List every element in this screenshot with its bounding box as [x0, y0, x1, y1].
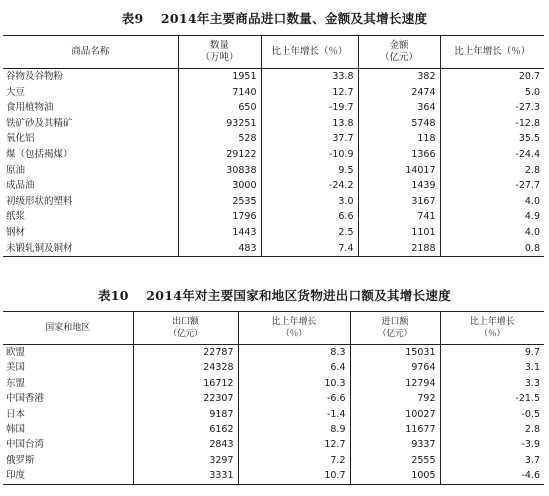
cell-imp: 792: [350, 391, 440, 406]
cell-imp-growth: 3.1: [440, 360, 544, 375]
table9-header-qty: [178, 36, 261, 69]
cell-name: 韩国: [6, 424, 26, 436]
cell-amt: 2188: [358, 241, 440, 257]
cell-exp: 6162: [133, 422, 238, 437]
table10-header-exp: [133, 312, 238, 345]
table10-header-exp-growth-unit: （％）: [281, 329, 307, 339]
cell-exp: 22307: [133, 391, 238, 406]
table-row: [3, 85, 544, 101]
cell-qty: 3000: [178, 178, 261, 194]
table-row: [3, 345, 544, 361]
cell-amt: 3167: [358, 194, 440, 210]
cell-name: 大豆: [6, 86, 26, 98]
cell-amt: 382: [358, 69, 440, 85]
table-row: [3, 376, 544, 391]
cell-imp: 12794: [350, 376, 440, 391]
table9-header-qty-label: 数量: [209, 40, 229, 51]
cell-qty: 93251: [178, 116, 261, 132]
cell-imp-growth: -4.6: [440, 468, 544, 484]
table10-header-exp-growth: [238, 312, 350, 345]
cell-qty-growth: 33.8: [261, 69, 358, 85]
cell-amt: 2474: [358, 85, 440, 101]
cell-name: 中国台湾: [6, 439, 45, 451]
cell-exp-growth: 6.4: [238, 360, 350, 375]
cell-qty-growth: 13.8: [261, 116, 358, 132]
cell-name: 初级形状的塑料: [6, 195, 73, 207]
cell-name: 欧盟: [6, 347, 26, 358]
cell-qty-growth: -24.2: [261, 178, 358, 194]
table-row: [3, 225, 544, 241]
table-row: [3, 100, 544, 116]
table-row: [3, 147, 544, 163]
cell-name: 原油: [6, 164, 26, 176]
table10-header-imp-unit: （亿元）: [377, 329, 412, 339]
table-row: [3, 360, 544, 375]
cell-qty-growth: 9.5: [261, 163, 358, 179]
cell-imp-growth: 3.3: [440, 376, 544, 391]
cell-amt-growth: 4.9: [440, 209, 544, 225]
cell-amt-growth: 4.0: [440, 225, 544, 241]
cell-qty: 1443: [178, 225, 261, 241]
cell-amt: 118: [358, 131, 440, 147]
cell-amt-growth: 20.7: [440, 69, 544, 85]
cell-imp: 1005: [350, 468, 440, 484]
cell-imp: 2555: [350, 453, 440, 468]
cell-name: 煤（包括褐煤）: [6, 148, 73, 160]
cell-name: 日本: [6, 408, 26, 420]
table10-header-imp: [350, 312, 440, 345]
cell-amt: 1366: [358, 147, 440, 163]
table9-header-qty-growth: 比上年增长（％）: [261, 36, 358, 69]
table9-header-amt-label: 金额: [389, 40, 409, 51]
cell-qty: 30838: [178, 163, 261, 179]
table9-header-qty-unit: （万吨）: [200, 52, 239, 63]
cell-qty-growth: 2.5: [261, 225, 358, 241]
cell-exp: 2843: [133, 437, 238, 452]
cell-qty-growth: -19.7: [261, 100, 358, 116]
table10-header-imp-growth: [440, 312, 544, 345]
cell-exp: 3331: [133, 468, 238, 484]
cell-qty: 2535: [178, 194, 261, 210]
table-row: [3, 453, 544, 468]
cell-imp-growth: -0.5: [440, 407, 544, 422]
cell-name: 谷物及谷物粉: [6, 71, 64, 82]
cell-qty: 483: [178, 241, 261, 257]
table10-header-exp-unit: （亿元）: [168, 329, 203, 339]
cell-qty-growth: 37.7: [261, 131, 358, 147]
table-row: [3, 391, 544, 406]
cell-qty-growth: 12.7: [261, 85, 358, 101]
cell-imp-growth: 2.8: [440, 422, 544, 437]
cell-exp: 9187: [133, 407, 238, 422]
table9-header-amt-growth: 比上年增长（％）: [440, 36, 544, 69]
cell-exp-growth: 10.3: [238, 376, 350, 391]
cell-exp-growth: 8.9: [238, 422, 350, 437]
table-row: [3, 116, 544, 132]
cell-amt: 364: [358, 100, 440, 116]
cell-amt-growth: 4.0: [440, 194, 544, 210]
table-row: [3, 209, 544, 225]
cell-name: 成品油: [6, 180, 35, 192]
table10-header-exp-growth-label: 比上年增长: [271, 317, 317, 327]
cell-amt: 741: [358, 209, 440, 225]
table9-header-row: [3, 36, 544, 69]
cell-qty-growth: -10.9: [261, 147, 358, 163]
cell-exp-growth: -1.4: [238, 407, 350, 422]
cell-amt-growth: -24.4: [440, 147, 544, 163]
cell-amt-growth: -27.7: [440, 178, 544, 194]
cell-amt-growth: -27.3: [440, 100, 544, 116]
cell-name: 钢材: [6, 226, 26, 238]
cell-name: 铁矿砂及其精矿: [6, 117, 73, 129]
table-row: [3, 131, 544, 147]
cell-amt: 5748: [358, 116, 440, 132]
table9-header-name: 商品名称: [3, 36, 178, 69]
cell-exp: 16712: [133, 376, 238, 391]
table9-caption: 表9 2014年主要商品进口数量、金额及其增长速度: [121, 11, 428, 26]
cell-name: 氧化铝: [6, 133, 35, 145]
cell-exp: 22787: [133, 345, 238, 361]
cell-qty-growth: 3.0: [261, 194, 358, 210]
cell-qty: 650: [178, 100, 261, 116]
cell-amt-growth: 0.8: [440, 241, 544, 257]
cell-imp: 10027: [350, 407, 440, 422]
cell-qty: 528: [178, 131, 261, 147]
table10-header-imp-growth-label: 比上年增长: [469, 317, 515, 327]
cell-imp: 9764: [350, 360, 440, 375]
cell-amt-growth: 5.0: [440, 85, 544, 101]
cell-amt-growth: 2.8: [440, 163, 544, 179]
table10-caption: 表10 2014年对主要国家和地区货物进出口额及其增长速度: [97, 288, 452, 303]
table10-header-exp-label: 出口额: [171, 317, 199, 327]
cell-qty-growth: 7.4: [261, 241, 358, 257]
cell-qty: 1951: [178, 69, 261, 85]
table-row: [3, 194, 544, 210]
cell-name: 纸浆: [6, 211, 26, 223]
cell-name: 印度: [3, 468, 133, 484]
cell-name: 未锻轧铜及铜材: [3, 241, 178, 257]
cell-name: 东盟: [6, 377, 26, 389]
cell-qty: 1796: [178, 209, 261, 225]
cell-imp: 11677: [350, 422, 440, 437]
table10: [3, 311, 544, 485]
cell-name: 中国香港: [6, 393, 45, 405]
cell-name: 美国: [6, 362, 26, 374]
cell-name: 食用植物油: [6, 102, 54, 114]
cell-imp-growth: 3.7: [440, 453, 544, 468]
cell-exp: 24328: [133, 360, 238, 375]
table-row: [3, 178, 544, 194]
table-row: [3, 422, 544, 437]
table-row: [3, 241, 544, 257]
cell-exp: 3297: [133, 453, 238, 468]
table10-header-name: 国家和地区: [3, 312, 133, 345]
table9-header-amt-unit: （亿元）: [379, 52, 418, 63]
table-row: [3, 69, 544, 85]
table-row: [3, 163, 544, 179]
cell-qty-growth: 6.6: [261, 209, 358, 225]
table-row: [3, 437, 544, 452]
cell-amt-growth: -12.8: [440, 116, 544, 132]
cell-imp-growth: -3.9: [440, 437, 544, 452]
cell-imp-growth: -21.5: [440, 391, 544, 406]
cell-exp-growth: -6.6: [238, 391, 350, 406]
table10-header-imp-label: 进口额: [381, 317, 409, 327]
cell-amt: 14017: [358, 163, 440, 179]
cell-imp: 9337: [350, 437, 440, 452]
cell-amt-growth: 35.5: [440, 131, 544, 147]
cell-imp-growth: 9.7: [440, 345, 544, 361]
cell-amt: 1439: [358, 178, 440, 194]
cell-exp-growth: 12.7: [238, 437, 350, 452]
cell-exp-growth: 8.3: [238, 345, 350, 361]
table-row: [3, 468, 544, 484]
table-row: [3, 407, 544, 422]
table9-header-amt: [358, 36, 440, 69]
cell-amt: 1101: [358, 225, 440, 241]
cell-imp: 15031: [350, 345, 440, 361]
cell-qty: 7140: [178, 85, 261, 101]
table10-header-row: [3, 312, 544, 345]
cell-qty: 29122: [178, 147, 261, 163]
cell-exp-growth: 10.7: [238, 468, 350, 484]
cell-exp-growth: 7.2: [238, 453, 350, 468]
cell-name: 俄罗斯: [6, 454, 35, 466]
table10-header-imp-growth-unit: （％）: [479, 329, 505, 339]
table9: [3, 35, 544, 257]
